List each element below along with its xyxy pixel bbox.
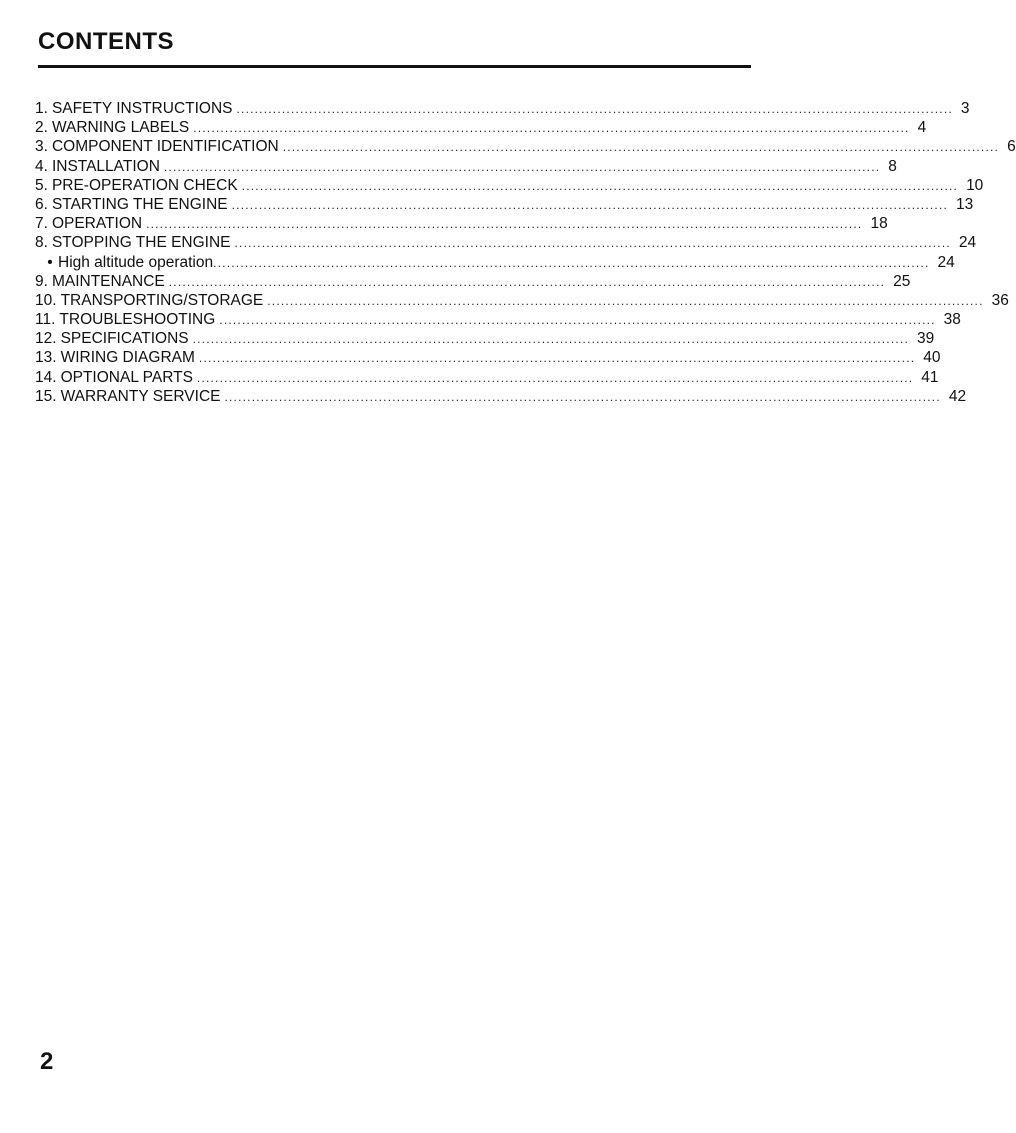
toc-entry-label: OPERATION <box>51 215 143 233</box>
toc-entry-label: SAFETY INSTRUCTIONS <box>51 100 233 117</box>
toc-entry-page: 8 <box>888 157 897 175</box>
toc-entry-specifications[interactable] <box>35 329 935 348</box>
toc-entry-label: TROUBLESHOOTING <box>59 311 216 329</box>
leader-dots: .............................................................................................................................................................. <box>267 293 984 308</box>
toc-entry-stopping-the-engine[interactable] <box>35 233 977 252</box>
title-divider <box>38 65 751 68</box>
toc-entry-wiring-diagram[interactable] <box>35 348 941 367</box>
toc-entry-optional-parts[interactable] <box>35 368 939 387</box>
toc-entry-number: 3. <box>35 138 48 156</box>
toc-entry-number: 12. <box>35 330 57 348</box>
toc-entry-number: 4. <box>35 157 48 175</box>
toc-entry-page: 25 <box>893 272 911 290</box>
leader-dots: .............................................................................................................................................................. <box>146 217 863 232</box>
toc-entry-starting-the-engine[interactable] <box>35 195 974 214</box>
toc-entry-label: TRANSPORTING/STORAGE <box>60 291 264 309</box>
toc-entry-label: SPECIFICATIONS <box>60 330 189 348</box>
toc-entry-warranty-service[interactable] <box>35 387 967 406</box>
toc-entry-label: WARRANTY SERVICE <box>60 387 221 405</box>
toc-entry-label: MAINTENANCE <box>51 272 165 290</box>
toc-entry-label <box>35 253 213 272</box>
toc-entry-label: STARTING THE ENGINE <box>51 195 228 213</box>
toc-entry-page: 41 <box>921 368 939 386</box>
toc-entry-number: 6. <box>35 195 48 213</box>
leader-dots: .............................................................................................................................................................. <box>234 236 951 251</box>
toc-entry-number: 13. <box>35 349 57 367</box>
toc-entry-page: 40 <box>923 349 941 367</box>
toc-entry-warning-labels[interactable] <box>35 118 927 137</box>
toc-entry-number: 10. <box>35 291 57 309</box>
toc-entry-page: 18 <box>870 215 888 233</box>
leader-dots: .............................................................................................................................................................. <box>231 197 949 212</box>
toc-entry-pre-operation-check[interactable] <box>35 176 984 195</box>
toc-entry-page: 6 <box>1007 138 1016 156</box>
toc-entry-page: 24 <box>958 234 977 252</box>
toc-entry-maintenance[interactable] <box>35 272 911 291</box>
toc-entry-number: 5. <box>35 176 48 194</box>
toc-entry-page: 10 <box>966 176 984 194</box>
toc-entry-number: 1. <box>35 100 48 117</box>
leader-dots: .............................................................................................................................................................. <box>213 255 930 270</box>
toc-entry-number: 2. <box>35 119 48 137</box>
toc-subentry-text: High altitude operation <box>58 253 214 271</box>
toc-entry-label: STOPPING THE ENGINE <box>51 234 231 252</box>
toc-entry-number: 8. <box>35 234 48 252</box>
toc-entry-label: WARNING LABELS <box>51 119 190 137</box>
leader-dots: .............................................................................................................................................................. <box>163 159 881 174</box>
toc-entry-transporting-storage[interactable] <box>35 291 1009 310</box>
leader-dots: .............................................................................................................................................................. <box>282 140 1000 155</box>
toc-entry-page: 4 <box>917 119 927 137</box>
leader-dots: .............................................................................................................................................................. <box>198 351 916 366</box>
toc-entry-number: 15. <box>35 387 57 405</box>
toc-subentry-high-altitude-operation[interactable] <box>35 253 955 272</box>
toc-entry-label: INSTALLATION <box>51 157 160 175</box>
table-of-contents <box>35 99 1016 406</box>
toc-entry-label: OPTIONAL PARTS <box>60 368 193 386</box>
toc-entry-installation[interactable] <box>35 157 897 176</box>
leader-dots: .............................................................................................................................................................. <box>219 313 936 328</box>
leader-dots: .............................................................................................................................................................. <box>236 102 953 116</box>
toc-entry-label: PRE-OPERATION CHECK <box>51 176 238 194</box>
toc-entry-safety-instructions[interactable] <box>35 99 970 118</box>
leader-dots: .............................................................................................................................................................. <box>241 178 959 193</box>
toc-entry-page: 38 <box>943 311 961 329</box>
toc-entry-page: 36 <box>991 291 1009 309</box>
toc-entry-page: 39 <box>916 330 935 348</box>
toc-entry-troubleshooting[interactable] <box>35 310 961 329</box>
toc-entry-page: 3 <box>960 100 970 117</box>
toc-entry-number: 14. <box>35 368 57 386</box>
leader-dots: .............................................................................................................................................................. <box>224 389 941 404</box>
leader-dots: .............................................................................................................................................................. <box>192 332 909 347</box>
toc-entry-label: WIRING DIAGRAM <box>60 349 195 367</box>
leader-dots: .............................................................................................................................................................. <box>168 274 886 289</box>
toc-entry-number: 9. <box>35 272 48 290</box>
leader-dots: .............................................................................................................................................................. <box>196 370 914 385</box>
toc-entry-page: 24 <box>937 253 955 271</box>
toc-entry-page: 42 <box>948 387 967 405</box>
page-title: CONTENTS <box>38 28 174 55</box>
toc-entry-number: 11. <box>35 311 56 329</box>
toc-entry-component-identification[interactable] <box>35 137 1016 156</box>
toc-entry-label: COMPONENT IDENTIFICATION <box>51 138 279 156</box>
page-number: 2 <box>40 1048 54 1075</box>
leader-dots: .............................................................................................................................................................. <box>193 121 910 136</box>
bullet-icon: • <box>47 253 53 271</box>
toc-entry-operation[interactable] <box>35 214 888 233</box>
toc-entry-page: 13 <box>956 195 974 213</box>
toc-entry-number: 7. <box>35 215 48 233</box>
